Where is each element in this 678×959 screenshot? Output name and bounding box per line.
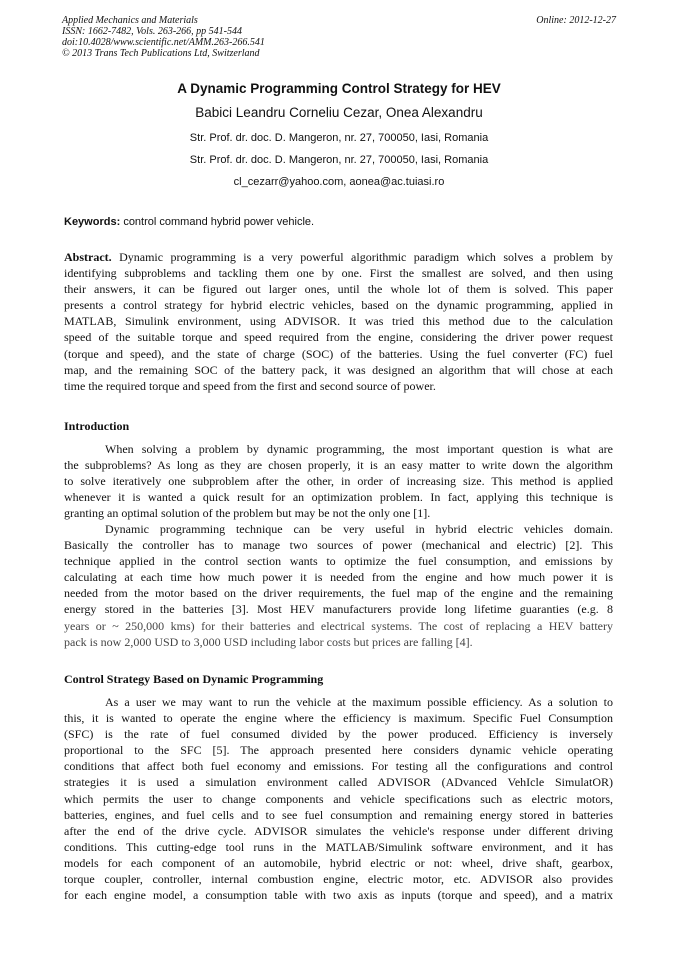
- control-line: proportional to the SFC [5]. The approach presented here considers dynamic vehicle operating: [64, 743, 613, 758]
- control-line: batteries, engines, and fuel cells and to see fuel consumption and remaining energy stored in batteries: [64, 807, 613, 822]
- author-list: Babici Leandru Corneliu Cezar, Onea Alexandru: [195, 105, 483, 120]
- intro-line: pack is now 2,000 USD to 3,000 USD including labor costs but prices are falling [4].: [64, 634, 473, 649]
- abstract-label: Abstract.: [64, 250, 112, 264]
- control-line: strategies it is used a simulation environment called ADVISOR (ADvanced VehIcle SimulatOR): [64, 775, 613, 790]
- author-emails: cl_cezarr@yahoo.com, aonea@ac.tuiasi.ro: [233, 176, 445, 188]
- abstract-line: time the required torque and speed from the first and second source of power.: [64, 378, 436, 393]
- intro-line: years or ~ 250,000 kms) for their batteries and electrical systems. The cost of replacing a HEV battery: [64, 618, 613, 633]
- intro-line: granting an optimal solution of the problem but may be not the only one [1].: [64, 506, 431, 521]
- abstract: [64, 249, 613, 394]
- control-line: conditions that affect both fuel economy and emissions. For testing all the configurations and control: [64, 759, 613, 774]
- issn-line: ISSN: 1662-7482, Vols. 263-266, pp 541-544: [62, 26, 242, 37]
- journal-name: Applied Mechanics and Materials: [62, 15, 198, 26]
- abstract-line: their answers, it can be figured out larger ones, until the whole lot of them is solved. This paper: [64, 282, 613, 297]
- doi-line: doi:10.4028/www.scientific.net/AMM.263-266.541: [62, 37, 265, 48]
- control-line: torque coupler, controller, internal combustion engine, electric motor, etc. ADVISOR also provides: [64, 872, 613, 887]
- intro-line: When solving a problem by dynamic programming, the most important question is what are: [105, 442, 613, 456]
- intro-line: Basically the controller has to manage two sources of power (mechanical and electric) [2]. This: [64, 538, 613, 553]
- introduction-paragraph-1: [64, 441, 613, 521]
- abstract-line: speed of the suitable torque and speed required from the engine, considering the driver power request: [64, 330, 613, 345]
- abstract-line: (torque and speed), and the state of charge (SOC) of the batteries. Using the fuel converter (FC) fuel: [64, 346, 613, 361]
- affiliation-2: Str. Prof. dr. doc. D. Mangeron, nr. 27, 700050, Iasi, Romania: [189, 154, 489, 166]
- control-strategy-paragraph: [64, 694, 613, 903]
- control-line: conditions. This cutting-edge tool runs in the MATLAB/Simulink software environment, and it has: [64, 839, 613, 854]
- abstract-line: Dynamic programming is a very powerful algorithmic paradigm which solves a problem by: [111, 250, 613, 264]
- intro-line: technique applied in the control section wants to optimize the fuel consumption, and emissions by: [64, 554, 613, 569]
- control-line: after the end of the drive cycle. ADVISOR simulates the vehicle's response under different driving: [64, 823, 613, 838]
- intro-line: whenever it is wanted a quick result for an optimization problem. In fact, applying this technique is: [64, 490, 613, 505]
- introduction-paragraph-2: [64, 521, 613, 650]
- control-line: As a user we may want to run the vehicle at the maximum possible efficiency. As a solution to: [105, 695, 613, 709]
- control-line: models for each component of an automobile, hybrid electric or not: wheel, drive shaft, gearbox,: [64, 855, 613, 870]
- affiliation-1: Str. Prof. dr. doc. D. Mangeron, nr. 27, 700050, Iasi, Romania: [189, 132, 489, 144]
- intro-line: needed from the motor based on the driver requirements, the fuel map of the engine and the remaining: [64, 586, 613, 601]
- intro-line: to solve iteratively one subproblem after the other, in order of increasing size. This method is applied: [64, 474, 613, 489]
- paper-title: A Dynamic Programming Control Strategy for HEV: [177, 81, 501, 96]
- control-line: this, it is wanted to operate the engine where the efficiency is maximum. Specific Fuel Consumption: [64, 711, 613, 726]
- online-date: Online: 2012-12-27: [536, 15, 616, 26]
- abstract-line: presents a control strategy for hybrid electric vehicles, based on the dynamic programming, applied in: [64, 298, 613, 313]
- section-heading-introduction: Introduction: [64, 419, 130, 433]
- section-heading-control-strategy: Control Strategy Based on Dynamic Programming: [64, 672, 324, 686]
- keywords-text: control command hybrid power vehicle.: [123, 216, 315, 228]
- abstract-line: identifying subproblems and tackling them one by one. First the smallest are solved, and then using: [64, 266, 613, 281]
- abstract-line: map, and the remaining SOC of the battery pack, it was designed an algorithm that will chose at each: [64, 362, 613, 377]
- control-line: for each engine model, a consumption table with two axis as inputs (torque and speed), and a matrix: [64, 888, 613, 903]
- intro-line: Dynamic programming technique can be very useful in hybrid electric vehicles domain.: [105, 522, 613, 536]
- keywords-label: Keywords:: [64, 216, 121, 228]
- copyright-line: © 2013 Trans Tech Publications Ltd, Switzerland: [62, 48, 260, 59]
- intro-line: energy stored in the batteries [3]. Most HEV manufacturers provide long lifetime guaranties (e.g. 8: [64, 602, 613, 617]
- intro-line: calculating at each time how much power it is needed from the engine and how much power it is: [64, 570, 613, 585]
- journal-header: [62, 15, 616, 59]
- keywords: [64, 216, 314, 228]
- control-line: (SFC) is the rate of fuel consumed divided by the power produced. Efficiency is inversely: [64, 727, 613, 742]
- abstract-line: MATLAB, Simulink environment, using ADVISOR. It was tried this method due to the calculation: [64, 314, 613, 329]
- intro-line: the subproblems? As long as they are chosen properly, it is an easy matter to write down the algorithm: [64, 458, 613, 473]
- control-line: which permits the user to change components and vehicle specifications such as electric motors,: [64, 791, 613, 806]
